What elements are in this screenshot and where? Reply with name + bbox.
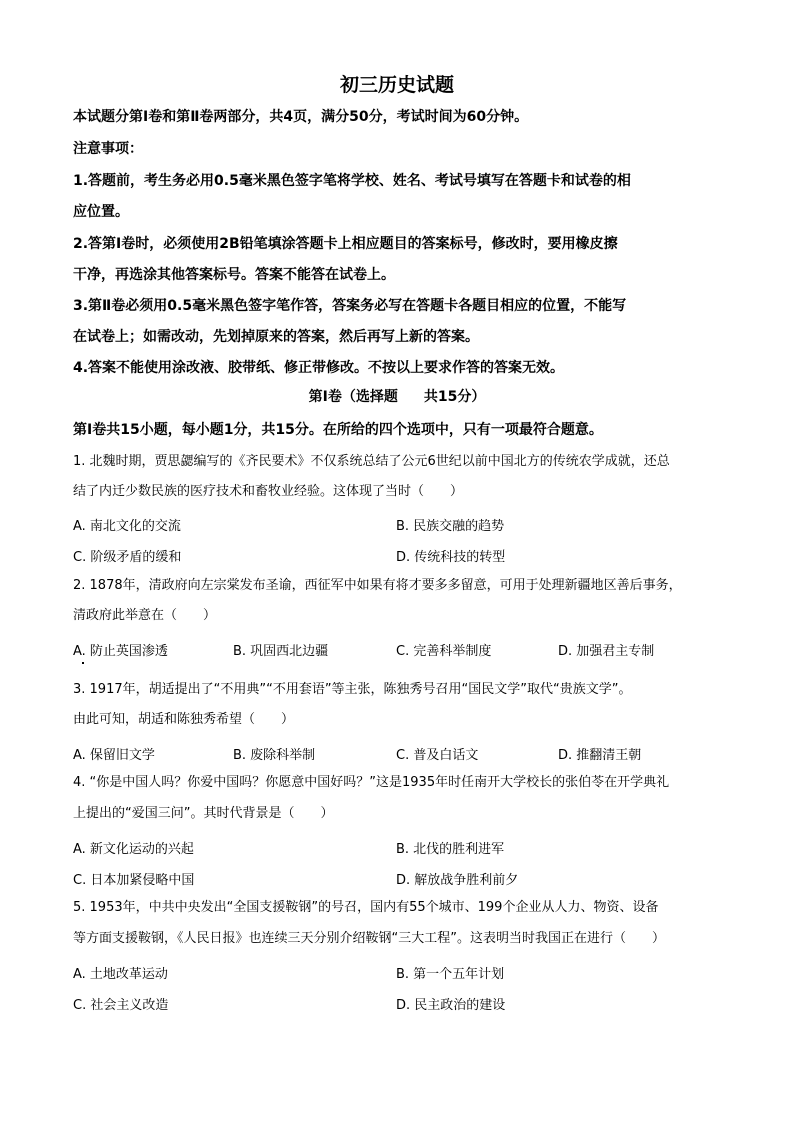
question-2-option-b: B. 巩固西北边疆 xyxy=(233,644,329,659)
exam-intro: 本试题分第Ⅰ卷和第Ⅱ卷两部分，共4页，满分50分，考试时间为60分钟。 xyxy=(73,109,529,125)
notice-4-line-1: 4.答案不能使用涂改液、胶带纸、修正带修改。不按以上要求作答的答案无效。 xyxy=(73,360,565,376)
question-3-line-1: 3. 1917年，胡适提出了“不用典”“不用套语”等主张，陈独秀号召用“国民文学”取代“贵族文学”。 xyxy=(73,682,632,697)
notice-2-line-1: 2.答第Ⅰ卷时，必须使用2B铅笔填涂答题卡上相应题目的答案标号，修改时，要用橡皮擦 xyxy=(73,236,618,252)
notice-1-line-2: 应位置。 xyxy=(73,204,129,220)
question-3-option-d: D. 推翻清王朝 xyxy=(558,748,642,763)
page-title: 初三历史试题 xyxy=(339,74,454,96)
section-name: 第Ⅰ卷（选择题 xyxy=(308,389,398,405)
question-3-option-b: B. 废除科举制 xyxy=(233,748,316,763)
question-1-option-b: B. 民族交融的趋势 xyxy=(396,519,505,534)
notice-2-line-2: 干净，再选涂其他答案标号。答案不能答在试卷上。 xyxy=(73,267,395,283)
question-1-line-2: 结了内迁少数民族的医疗技术和畜牧业经验。这体现了当时（ ） xyxy=(73,484,464,499)
section-heading xyxy=(0,386,794,406)
question-5-line-2: 等方面支援鞍钢，《人民日报》也连续三天分别介绍鞍钢“三大工程”。这表明当时我国正在进行（ ） xyxy=(73,931,665,946)
question-2-line-1: 2. 1878年，清政府向左宗棠发布圣谕，西征军中如果有将才要多多留意，可用于处理新疆地区善后事务， xyxy=(73,578,682,593)
question-5-option-c: C. 社会主义改造 xyxy=(73,998,169,1013)
stray-dot xyxy=(82,662,84,664)
question-5-line-1: 5. 1953年，中共中央发出“全国支援鞍钢”的号召，国内有55个城市、199个企业从人力、物资、设备 xyxy=(73,900,659,915)
question-2-option-d: D. 加强君主专制 xyxy=(558,644,655,659)
question-1-option-a: A. 南北文化的交流 xyxy=(73,519,181,534)
question-5-option-a: A. 土地改革运动 xyxy=(73,967,168,982)
question-3-option-a: A. 保留旧文学 xyxy=(73,748,155,763)
notice-3-line-2: 在试卷上；如需改动，先划掉原来的答案，然后再写上新的答案。 xyxy=(73,329,479,345)
question-2-option-c: C. 完善科举制度 xyxy=(396,644,492,659)
question-1-option-d: D. 传统科技的转型 xyxy=(396,550,506,565)
notice-1-line-1: 1.答题前，考生务必用0.5毫米黑色签字笔将学校、姓名、考试号填写在答题卡和试卷的相 xyxy=(73,173,631,189)
question-4-option-c: C. 日本加紧侵略中国 xyxy=(73,873,195,888)
question-3-option-c: C. 普及白话文 xyxy=(396,748,479,763)
section-instruction: 第Ⅰ卷共15小题，每小题1分，共15分。在所给的四个选项中，只有一项最符合题意。 xyxy=(73,422,603,438)
question-2-option-a: A. 防止英国渗透 xyxy=(73,644,168,659)
question-4-line-2: 上提出的“爱国三问”。其时代背景是（ ） xyxy=(73,806,334,821)
question-1-option-c: C. 阶级矛盾的缓和 xyxy=(73,550,182,565)
question-2-line-2: 清政府此举意在（ ） xyxy=(73,608,217,623)
question-5-option-b: B. 第一个五年计划 xyxy=(396,967,505,982)
question-5-option-d: D. 民主政治的建设 xyxy=(396,998,506,1013)
question-3-line-2: 由此可知，胡适和陈独秀希望（ ） xyxy=(73,712,295,727)
question-4-option-a: A. 新文化运动的兴起 xyxy=(73,842,194,857)
question-4-option-d: D. 解放战争胜利前夕 xyxy=(396,873,519,888)
section-score: 共15分） xyxy=(423,389,486,405)
question-1-line-1: 1. 北魏时期，贾思勰编写的《齐民要术》不仅系统总结了公元6世纪以前中国北方的传统农学成就，还总 xyxy=(73,454,670,469)
question-4-line-1: 4. “你是中国人吗？你爱中国吗？你愿意中国好吗？”这是1935年时任南开大学校长的张伯苓在开学典礼 xyxy=(73,775,670,790)
question-4-option-b: B. 北伐的胜利进军 xyxy=(396,842,505,857)
notice-heading: 注意事项： xyxy=(73,141,143,157)
notice-3-line-1: 3.第Ⅱ卷必须用0.5毫米黑色签字笔作答，答案务必写在答题卡各题目相应的位置，不能写 xyxy=(73,298,627,314)
